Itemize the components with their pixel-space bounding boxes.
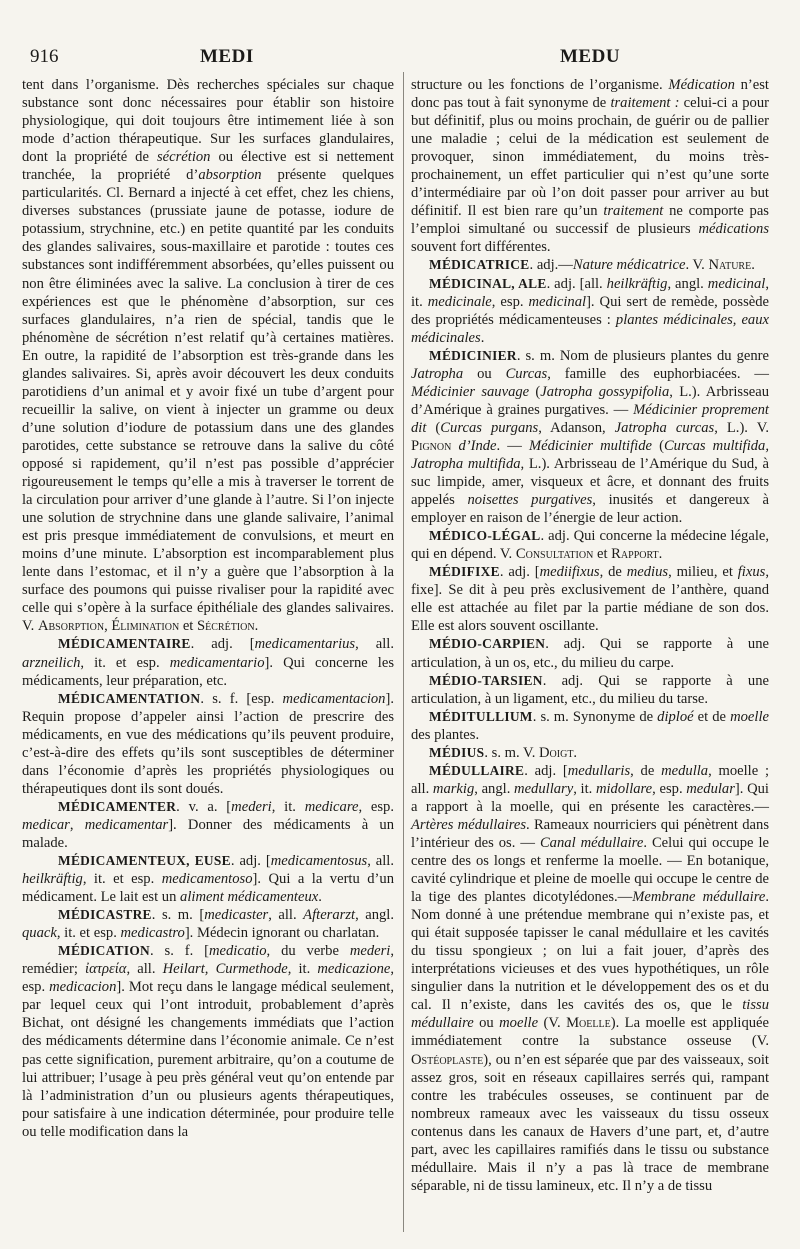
body-text: ]. Qui a la vertu d’un médicament. Le lait est un [22, 871, 394, 906]
body-text: . adj.— [529, 257, 573, 274]
italic-text: medius [626, 564, 669, 581]
small-caps-reference: Rapport [611, 546, 659, 563]
body-text: . [318, 889, 322, 906]
body-text: , esp. [358, 798, 394, 815]
italic-text: traitement : [610, 95, 680, 112]
italic-text: medicastro [120, 925, 185, 942]
body-text: . s. m. Synonyme de [532, 708, 658, 725]
italic-text: Canal médullaire [539, 834, 644, 851]
body-text: , esp. [652, 780, 687, 797]
italic-text: diploé [657, 708, 694, 725]
body-text: , L.). V. [714, 419, 770, 436]
entry-medicamentation [22, 690, 394, 798]
italic-text: mediifixus [539, 564, 600, 581]
headword: MÉDICATRICE [429, 257, 530, 273]
italic-text: medulla [661, 762, 709, 779]
italic-text: medicatio [208, 943, 267, 960]
italic-text: medicamentoso [161, 871, 253, 888]
italic-text: absorption [198, 167, 262, 184]
italic-text: medicaster [204, 907, 269, 924]
entry-medicamenter [22, 798, 394, 852]
body-text: ]. Requin propose d’appeler ainsi l’action de prescrire des médicaments, en vue des médications qu’ils peuvent produire, c’est-à-dire des effets qu’ils sont susceptibles de déterminer dans l’économie d’après les propriétés physiologiques ou thérapeutiques dont ils sont doués. [22, 690, 394, 797]
body-text: . adj. Qui se rapporte à une articulation, à un ligament, etc., du milieu du tarse. [411, 672, 769, 707]
small-caps-reference: Absorption, Élimination [37, 618, 180, 635]
body-text: ou élective est si nettement tranchée, la propriété d’ [22, 149, 394, 184]
italic-text: plantes médicinales, eaux médicinales [411, 311, 769, 346]
entry-medicinier [411, 347, 769, 527]
body-text: . adj. Qui se rapporte à une articulation, à un os, etc., du milieu du carpe. [411, 636, 769, 671]
body-text: . v. a. [ [176, 798, 232, 815]
small-caps-reference: Moelle [566, 1015, 611, 1032]
small-caps-reference: Sécrétion [197, 618, 255, 635]
italic-text: quack [22, 925, 57, 942]
headword: MÉDICAMENTAIRE [58, 636, 191, 652]
body-text: , it. et esp. [82, 871, 162, 888]
body-text: , milieu, et [668, 564, 738, 581]
italic-text: Médicinier proprement dit [411, 401, 769, 436]
body-text: , esp. [491, 293, 529, 310]
italic-text: ἰατρεία [85, 961, 127, 978]
italic-text: medicazione [317, 961, 391, 978]
entry-medicamentaire [22, 635, 394, 689]
headword: MÉDICAMENTEUX, EUSE [58, 853, 231, 869]
italic-text: Artères médullaires [411, 816, 527, 833]
italic-text: medullary [514, 780, 574, 797]
body-text: ). La moelle est appliquée immédiatement contre la substance osseuse (V. [411, 1015, 769, 1050]
body-text: ( [426, 419, 441, 436]
italic-text: Médicinier multifide [528, 437, 652, 454]
continued-paragraph [411, 76, 769, 256]
body-text: , all. [355, 636, 394, 653]
continued-paragraph [22, 76, 394, 635]
italic-text: arzneilich [22, 654, 81, 671]
headword: MÉDIUS [429, 744, 485, 760]
body-text: , [69, 816, 85, 833]
headword: MÉDICINAL, ALE [429, 275, 547, 291]
body-text: , it. [271, 798, 305, 815]
italic-text: Jatropha gossypifolia [540, 383, 670, 400]
body-text: . [573, 744, 578, 761]
body-text: , L.). Arbrisseau d’Amérique à graines purgatives. — [411, 383, 769, 418]
body-text: . [254, 618, 259, 635]
italic-text: tissu médullaire [411, 997, 769, 1032]
entry-medico-legal [411, 527, 769, 563]
left-column [22, 76, 394, 1141]
headword: MÉDITULLIUM [429, 708, 533, 724]
italic-text: Médication [668, 77, 735, 93]
body-text: structure ou les fonctions de l’organisme. [411, 77, 669, 93]
body-text: . Nom donné à une prétendue membrane qui n’existe pas, et qui était supposée tapisser le canal médullaire et les cavités du tissu spongieux ; on lui a fait jouer, d’après des interprétations vicieuses et des vues hypothétiques, un rôle singulier dans la nutrition et le développement des os et du cal. Il n’existe, dans les cavités des os, que le [411, 889, 769, 1014]
headword: MÉDIO-TARSIEN [429, 672, 543, 688]
body-text: , it. [573, 780, 596, 797]
italic-text: mederi [231, 798, 272, 815]
italic-text: Curcas multifida, Jatropha multifida [411, 437, 770, 472]
italic-text: moelle [730, 708, 769, 725]
entry-medicamenteux [22, 852, 394, 906]
italic-text: medicamentarius [254, 636, 356, 653]
body-text: , angl. [355, 907, 395, 924]
body-text: . [658, 546, 663, 563]
body-text: (V. [538, 1015, 567, 1032]
italic-text: mederi [349, 943, 391, 960]
body-text: , all. [367, 853, 394, 870]
italic-text: heilkräftig [22, 871, 83, 888]
italic-text: fixus [737, 564, 766, 581]
body-text: ou [463, 365, 506, 382]
column-divider [403, 72, 404, 1232]
body-text: , it. et esp. [80, 654, 170, 671]
italic-text: Médicinier sauvage [411, 383, 530, 400]
entry-medio-carpien [411, 635, 769, 671]
italic-text: aliment médicamenteux [180, 889, 319, 906]
body-text: ]. Qui concerne les médicaments, leur préparation, etc. [22, 654, 394, 689]
italic-text: d’Inde [458, 437, 497, 454]
entry-medullaire [411, 762, 769, 1195]
body-text: , all. [126, 961, 163, 978]
entry-medication [22, 942, 394, 1141]
body-text: ( [529, 383, 541, 400]
body-text: , Adanson, [538, 419, 615, 436]
body-text: et de [693, 708, 731, 725]
italic-text: medullaris [567, 762, 631, 779]
body-text: . Celui qui occupe le centre des os longs et renferme la moelle. — En botanique, cavité cylindrique et pleine de moelle qui occupe le centre de la tige des plantes dicotylédones.— [411, 834, 770, 906]
headword: MÉDICO-LÉGAL [429, 528, 541, 544]
headword: MÉDULLAIRE [429, 762, 525, 778]
body-text: . adj. Qui concerne la médecine légale, qui en dépend. V. [411, 528, 769, 563]
entry-medicatrice [411, 256, 769, 274]
small-caps-reference: Nature [708, 257, 752, 274]
italic-text: Jatropha [411, 365, 464, 382]
body-text: . adj. [ [230, 853, 271, 870]
body-text: , it. [411, 275, 769, 310]
right-running-head: MEDU [560, 46, 621, 67]
entry-meditullium [411, 708, 769, 744]
body-text: souvent fort différentes. [411, 239, 551, 256]
body-text: , remédier; [22, 943, 394, 978]
italic-text: medicinal [528, 293, 587, 310]
body-text: ou [473, 1015, 500, 1032]
italic-text: medicacion [49, 979, 117, 996]
italic-text: medicar [22, 816, 70, 833]
entry-medicinal [411, 275, 769, 347]
italic-text: midollare [595, 780, 653, 797]
body-text: , famille des euphorbiacées. — [547, 365, 769, 382]
body-text: celui-ci a pour but définitif, plus ou moins prochain, de guérir ou de pallier une maladie ; celui de la médication est seulement de provoquer, sinon immédiatement, du moins très-prochainement, un effet particulier qui n’est qu’une sorte d’intermédiaire par où l’on doit passer pour arriver au but définitif. Il est bien rare qu’un [411, 95, 769, 220]
body-text: , angl. [474, 780, 515, 797]
entry-medicastre [22, 906, 394, 942]
body-text: . s. m. Nom de plusieurs plantes du genre [516, 347, 769, 364]
entry-medio-tarsien [411, 672, 769, 708]
headword: MÉDICINIER [429, 347, 517, 363]
body-text: . s. m. [ [151, 907, 205, 924]
body-text: , de [599, 564, 627, 581]
body-text: ]. Qui a rapport à la moelle, qui en présente les caractères.— [411, 780, 769, 815]
body-text: , it. [287, 961, 318, 978]
body-text: . [480, 329, 485, 346]
body-text: , L.). Arbrisseau de l’Amérique du Sud, à suc limpide, amer, visqueux et âcre, et donnant des fruits appelés [411, 455, 769, 509]
italic-text: moelle [499, 1015, 539, 1032]
headword: MÉDICASTRE [58, 907, 152, 923]
page-header [0, 46, 800, 72]
small-caps-reference: Consultation [515, 546, 594, 563]
italic-text: Nature médicatrice [572, 257, 686, 274]
body-text: . adj. [ [524, 762, 568, 779]
body-text: ]. Donner des médicaments à un malade. [22, 816, 394, 851]
headword: MÉDICAMENTATION [58, 690, 201, 706]
body-text: , inusités et dangereux à employer en raison de l’énergie de leur action. [411, 492, 769, 527]
italic-text: medicamentosus [270, 853, 368, 870]
body-text: . Rameaux nourriciers qui pénètrent dans l’intérieur des os. — [411, 816, 769, 851]
body-text: tent dans l’organisme. Dès recherches spéciales sur chaque substance sont donc nécessaires pour établir son histoire physiologique, qui doit toujours être intimement liée à son mode d’action thérapeutique. Sur les surfaces glandulaires, dont la propriété de [22, 77, 394, 166]
italic-text: Curcas purgans [440, 419, 539, 436]
italic-text: Afterarzt [303, 907, 356, 924]
body-text: . V. [685, 257, 709, 274]
body-text: , esp. [22, 961, 394, 996]
body-text: , moelle ; all. [411, 762, 769, 797]
body-text: ne comporte pas l’emploi simultané ou successif de plusieurs [411, 203, 769, 238]
body-text: des plantes. [411, 726, 480, 743]
body-text: , all. [268, 907, 304, 924]
italic-text: medular [686, 780, 735, 797]
entry-medius [411, 744, 769, 762]
body-text: ]. Médecin ignorant ou charlatan. [184, 925, 380, 942]
body-text: , it. et esp. [56, 925, 121, 942]
italic-text: noisettes purgatives [467, 492, 593, 509]
headword: MÉDIO-CARPIEN [429, 636, 546, 652]
body-text: ]. Qui sert de remède, possède des propriétés médicamenteuses : [411, 293, 770, 328]
italic-text: heilkräftig [606, 275, 668, 292]
body-text: , du verbe [266, 943, 350, 960]
italic-text: medicamentario [169, 654, 265, 671]
body-text: . adj. [all. [546, 275, 607, 292]
small-caps-reference: Pignon [411, 437, 452, 454]
right-column [411, 76, 769, 1195]
headword: MÉDICAMENTER [58, 798, 177, 814]
italic-text: Curcas [505, 365, 548, 382]
italic-text: médications [698, 221, 769, 238]
italic-text: Membrane médullaire [632, 889, 766, 906]
page-number: 916 [30, 46, 59, 67]
body-text: présente quelques particularités. Cl. Bernard a injecté à cet effet, chez les chiens, diverses substances (prussiate jaune de potasse, iodure de potassium, strychnine, etc.) en petite quantité par les conduits des glandes salivaires, sous-maxillaire et parotide : toutes ces substances sont indifféremment absorbées, qu’elles puissent ou non être éliminées avec la salive. La conclusion à tirer de ces expériences est que le phénomène d’absorption, sur ces surfaces glandulaires, n’a rien de spécial, tandis que le phénomène de sécrétion n’est relatif qu’à certaines matières. En outre, la rapidité de l’absorption est très-grande dans les glandes salivaires. Si, après avoir découvert les deux conduits parotidiens d’un animal et y avoir fixé un tube d’argent pour recueillir la salive, on vient à injecter un gramme ou deux d’une solution d’iodure de potassium dans une des glandes parotides, cette substance se retrouve dans la salive du côté opposé si rapidement, qu’il n’est pas possible d’apprécier rigoureusement le temps qu’elle a mis à traverser le torrent de la circulation pour arriver d’une glande à l’autre. Si l’on injecte une solution de strychnine dans une glande salivaire, l’animal est pris presque immédiatement de convulsions, et meurt en moins d’une minute. L’absorption est incomparablement plus lente dans l’estomac, et il n’y a guère que l’absorption à la surface des poumons qui puisse rivaliser pour la rapidité avec celle qui s’opère à la surface épithéliale des glandes salivaires. V. [22, 167, 395, 635]
headword: MÉDIFIXE [429, 564, 500, 580]
body-text: n’est donc pas tout à fait synonyme de [411, 77, 769, 112]
body-text: ]. Mot reçu dans le langage médical seulement, par lequel ceux qui l’ont introduit, probablement d’après Bichat, ont désigné les changements immédiats que l’action des médicaments détermine dans l’économie animale. Ce n’est pas cette signification, purement arbitraire, qu’on a coutume de lui attribuer; l’usage à peu près général veut qu’on entende par là l’administration d’un ou plusieurs agents thérapeutiques, pour satisfaire à une indication déterminée, pour produire telle ou telle modification dans la [22, 979, 394, 1140]
body-text: . s. m. V. [484, 744, 539, 761]
entry-medifixe [411, 563, 769, 635]
italic-text: Heilart, Curmethode [162, 961, 288, 978]
body-text: . adj. [ [499, 564, 540, 581]
body-text: . s. f. [esp. [200, 690, 283, 707]
body-text: ( [651, 437, 664, 454]
small-caps-reference: Ostéoplaste [411, 1051, 484, 1068]
headword: MÉDICATION [58, 943, 151, 959]
body-text: . adj. [ [190, 636, 255, 653]
italic-text: medicamentar [84, 816, 169, 833]
body-text: et [593, 546, 612, 563]
body-text: et [179, 618, 198, 635]
small-caps-reference: Doigt [539, 744, 574, 761]
italic-text: medicinale [427, 293, 492, 310]
body-text: . s. f. [ [150, 943, 209, 960]
left-running-head: MEDI [200, 46, 254, 67]
body-text: . — [496, 437, 529, 454]
body-text: . [751, 257, 755, 274]
italic-text: medicare [304, 798, 359, 815]
body-text: , de [630, 762, 662, 779]
body-text: ), ou n’en est séparée que par des vaisseaux, soit assez gros, soit en réseaux capillaires serrés qui, rampant contre les trabécules osseuses, se continuent par de nombreux rameaux avec les vaisseaux du tissu osseux contenus dans les canaux de Havers d’une part, et, d’autre part, avec les capillaires ramifiés dans le tissu ou substance médullaire. Mais il n’y a pas là trace de membrane séparable, ni de tissu lamineux, etc. Il n’y a de tissu [411, 1051, 769, 1194]
italic-text: traitement [603, 203, 664, 220]
body-text: , angl. [667, 275, 708, 292]
italic-text: sécrétion [156, 149, 211, 166]
italic-text: markig [432, 780, 475, 797]
italic-text: medicamentacion [282, 690, 386, 707]
italic-text: medicinal [707, 275, 766, 292]
body-text: , fixe]. Se dit à peu près exclusivement de l’anthère, quand elle est attachée au filet par la partie médiane de son dos. Elle est alors souvent oscillante. [411, 564, 769, 635]
italic-text: Jatropha curcas [614, 419, 715, 436]
